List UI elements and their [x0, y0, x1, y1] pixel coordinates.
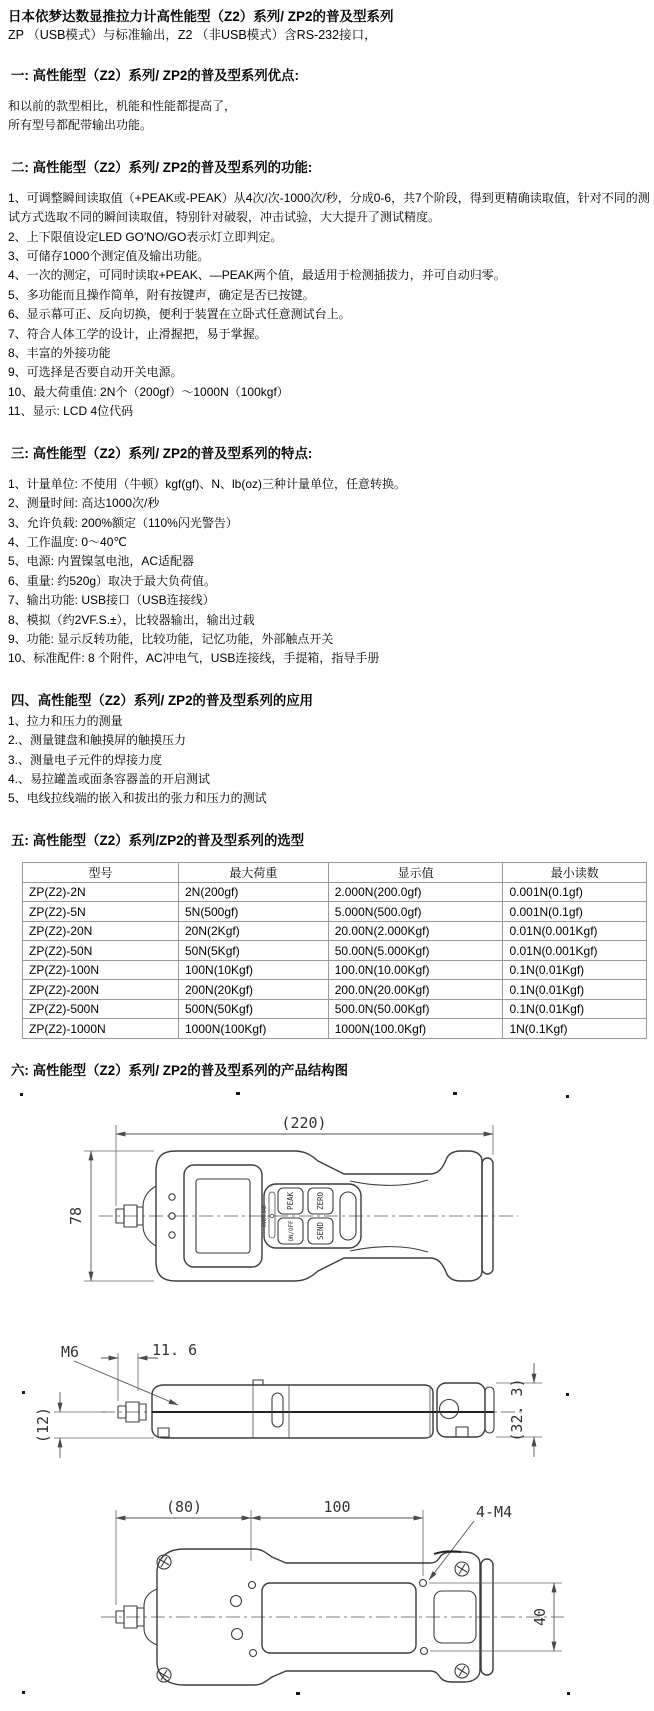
table-row [23, 999, 647, 1019]
text-line: 10、最大荷重值: 2N个（200gf）〜1000N（100kgf） [8, 384, 289, 399]
rear-port [440, 1399, 459, 1418]
display-value-cell: 50.00N(5.000Kgf) [328, 941, 503, 961]
base-plate [262, 1583, 416, 1653]
min-reading-cell: 0.01N(0.001Kgf) [503, 921, 647, 941]
min-reading-cell: 0.001N(0.1gf) [503, 902, 647, 922]
text-line: 3.、测量电子元件的焊接力度 [8, 752, 163, 767]
text-line: 11、显示: LCD 4位代码 [8, 404, 134, 419]
text-line: 4、一次的测定，可同时读取+PEAK、—PEAK两个值，最适用于检测插拔力，并可自动归零。 [8, 268, 506, 283]
text-line: 2.、测量键盘和触摸屏的触摸压力 [8, 733, 187, 748]
top-view [20, 1092, 569, 1281]
phillips-screw [455, 1664, 469, 1678]
led-indicator [169, 1232, 175, 1238]
front-foot [158, 1428, 169, 1437]
table-header-cell: 型号 [23, 862, 179, 882]
text-line: 1、可调整瞬间读取值（+PEAK或-PEAK）从4次/次-1000次/秒，分成0-6，共7个阶段，得到更精确读取值，针对不同的测试方式选取不同的瞬间读取值，特别针对破裂，冲击试验，大大提升了测试精度。 [8, 190, 650, 225]
max-load-cell: 2N(200gf) [179, 882, 329, 902]
send-button-label: SEND [316, 1221, 325, 1240]
max-load-cell: 1000N(100Kgf) [179, 1019, 329, 1039]
min-reading-cell: 1N(0.1Kgf) [503, 1019, 647, 1039]
rear-cap-side [437, 1383, 485, 1437]
rear-foot [456, 1427, 468, 1437]
m4-hole [249, 1581, 256, 1588]
text-line: 4.、易拉罐盖或面条容器盖的开启测试 [8, 771, 211, 786]
text-line: 和以前的款型相比，机能和性能都提高了， [8, 99, 237, 113]
table-row [23, 902, 647, 922]
text-line: 2、测量时间: 高达1000次/秒 [8, 496, 160, 511]
dim-label-side-height: (32. 3) [508, 1378, 526, 1442]
table-row [23, 1019, 647, 1039]
model-cell: ZP(Z2)-50N [23, 941, 179, 961]
text-line: 1、计量单位: 不使用（牛顿）kgf(gf)、N、lb(oz)三种计量单位，任意转换。 [8, 476, 407, 491]
max-load-cell: 5N(500gf) [179, 902, 329, 922]
m4-hole [421, 1647, 428, 1654]
section-heading: 一: 高性能型（Z2）系列/ ZP2的普及型系列优点: [11, 68, 299, 83]
dim-label-handle: 100 [323, 1497, 351, 1516]
text-line: 所有型号都配带输出功能。 [8, 118, 153, 133]
bottom-view [22, 1498, 570, 1695]
table-header-cell: 最小读数 [503, 862, 647, 882]
model-cell: ZP(Z2)-200N [23, 980, 179, 1000]
side-view [22, 1341, 569, 1458]
table-row [23, 941, 647, 961]
text-line: 5、电源: 内置镍氢电池，AC适配器 [8, 554, 195, 569]
text-line: 6、重量: 约520g）取决于最大负荷值。 [8, 573, 217, 588]
text-line: 8、模拟（约2VF.S.±），比较器输出，输出过载 [8, 612, 255, 627]
dim-label-shaft: 11. 6 [152, 1340, 198, 1359]
section-features [8, 445, 650, 669]
model-cell: ZP(Z2)-2N [23, 882, 179, 902]
text-line: 5、电线拉线端的嵌入和拔出的张力和压力的测试 [8, 791, 267, 806]
phillips-screw [455, 1562, 469, 1576]
top-button [253, 1380, 263, 1385]
section-functions [8, 159, 650, 422]
dim-label-head: (80) [165, 1497, 203, 1516]
dim-label-hole-spacing: 40 [531, 1607, 549, 1626]
text-line: 2、上下限值设定LED GO'NO/GO表示灯立即判定。 [8, 229, 283, 244]
section-advantages [8, 67, 650, 136]
text-line: 7、输出功能: USB接口（USB连接线） [8, 593, 215, 608]
min-reading-cell: 0.01N(0.001Kgf) [503, 941, 647, 961]
model-cell: ZP(Z2)-20N [23, 921, 179, 941]
section-selection [8, 832, 650, 1039]
mount-hole [231, 1595, 242, 1606]
max-load-cell: 100N(10Kgf) [179, 960, 329, 980]
peak-button-label: PEAK [286, 1191, 295, 1210]
m4-hole [250, 1649, 257, 1656]
zero-button-label: ZERO [316, 1191, 325, 1210]
model-cell: ZP(Z2)-100N [23, 960, 179, 980]
model-cell: ZP(Z2)-5N [23, 902, 179, 922]
text-line: 3、可储存1000个测定值及输出功能。 [8, 249, 210, 264]
table-header-cell: 显示值 [328, 862, 503, 882]
table-header-row [23, 862, 647, 882]
max-load-cell: 50N(5Kgf) [179, 941, 329, 961]
section-heading: 五: 高性能型（Z2）系列/ZP2的普及型系列的选型 [11, 832, 305, 848]
display-value-cell: 500.0N(50.00Kgf) [328, 999, 503, 1019]
table-row [23, 921, 647, 941]
text-line: 4、工作温度: 0〜40℃ [8, 534, 127, 549]
mount-hole [232, 1628, 243, 1639]
onoff-button-label: ON/OFF [289, 1220, 295, 1242]
text-line: 6、显示幕可正、反向切换，便利于装置在立卧式任意测试台上。 [8, 307, 351, 322]
text-line: 3、允许负载: 200%额定（110%闪光警告） [8, 515, 238, 530]
text-line: 1、拉力和压力的测量 [8, 713, 123, 728]
side-slot [272, 1393, 283, 1427]
section-heading: 四、高性能型（Z2）系列/ ZP2的普及型系列的应用 [11, 692, 314, 708]
min-reading-cell: 0.1N(0.01Kgf) [503, 999, 647, 1019]
max-load-cell: 500N(50Kgf) [179, 999, 329, 1019]
model-cell: ZP(Z2)-1000N [23, 1019, 179, 1039]
holes-label: 4-M4 [476, 1502, 513, 1521]
min-reading-cell: 0.1N(0.01Kgf) [503, 960, 647, 980]
overload-led [270, 1214, 274, 1218]
m4-hole [420, 1579, 427, 1586]
display-value-cell: 100.0N(10.00Kgf) [328, 960, 503, 980]
led-indicator [169, 1194, 175, 1200]
max-load-cell: 200N(20Kgf) [179, 980, 329, 1000]
spec-table [22, 862, 647, 1039]
text-line: 5、多功能而且操作简单，附有按键声，确定是否已按键。 [8, 287, 315, 302]
overload-strip [269, 1192, 275, 1238]
page-title: 日本依梦达数显推拉力计高性能型（Z2）系列/ ZP2的普及型系列 [8, 9, 394, 24]
text-line: 9、可选择是否要自动开关电源。 [8, 365, 183, 380]
overload-label: OVERLOAD [263, 1204, 268, 1227]
dim-label-length: (220) [281, 1113, 327, 1132]
table-row [23, 980, 647, 1000]
display-value-cell: 20.00N(2.000Kgf) [328, 921, 503, 941]
text-line: 9、功能: 显示反转功能，比较功能，记忆功能，外部触点开关 [8, 631, 334, 646]
page-subtitle: ZP （USB模式）与标准输出，Z2 （非USB模式）含RS-232接口， [8, 28, 377, 42]
thread-label: M6 [61, 1342, 80, 1361]
section-heading: 三: 高性能型（Z2）系列/ ZP2的普及型系列的特点: [11, 445, 313, 461]
text-line: 10、标准配件: 8 个附件，AC冲电气，USB连接线，手提箱，指导手册 [8, 651, 380, 666]
phillips-screw [157, 1668, 171, 1682]
display-value-cell: 200.0N(20.00Kgf) [328, 980, 503, 1000]
section-structure-drawing [8, 1062, 650, 1711]
max-load-cell: 20N(2Kgf) [179, 921, 329, 941]
table-header-cell: 最大荷重 [179, 862, 329, 882]
table-row [23, 960, 647, 980]
display-value-cell: 5.000N(500.0gf) [328, 902, 503, 922]
section-heading: 六: 高性能型（Z2）系列/ ZP2的普及型系列的产品结构图 [11, 1062, 349, 1078]
text-line: 7、符合人体工学的设计，止滑握把，易于掌握。 [8, 326, 267, 341]
dim-label-height: 78 [67, 1206, 85, 1225]
display-value-cell: 1000N(100.0Kgf) [328, 1019, 503, 1039]
table-row [23, 882, 647, 902]
section-applications [8, 692, 650, 809]
display-value-cell: 2.000N(200.0gf) [328, 882, 503, 902]
model-cell: ZP(Z2)-500N [23, 999, 179, 1019]
dim-label-offset: (12) [34, 1406, 52, 1443]
section-heading: 二: 高性能型（Z2）系列/ ZP2的普及型系列的功能: [11, 159, 313, 175]
min-reading-cell: 0.1N(0.01Kgf) [503, 980, 647, 1000]
product-structure-drawing [8, 1091, 648, 1711]
text-line: 8、丰富的外接功能 [8, 346, 111, 361]
min-reading-cell: 0.001N(0.1gf) [503, 882, 647, 902]
